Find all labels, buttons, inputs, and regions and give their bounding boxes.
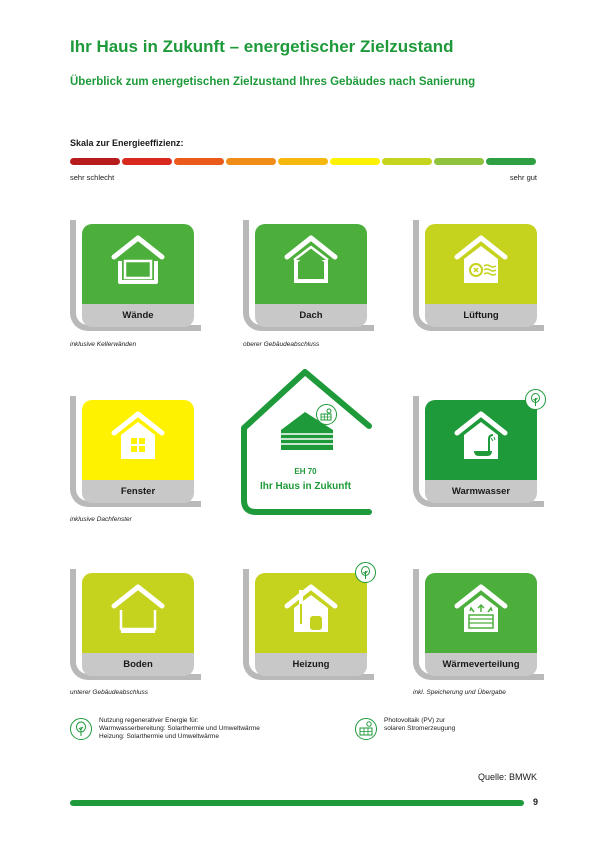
tile-note: unterer Gebäudeabschluss <box>70 689 149 696</box>
scale-low-label: sehr schlecht <box>70 173 115 182</box>
scale-high-label: sehr gut <box>509 173 537 182</box>
tile-label: Wände <box>82 304 194 327</box>
legend-renewable-text <box>99 717 260 741</box>
tile-lueftung <box>425 224 544 331</box>
house-shower-icon <box>452 409 510 465</box>
scale-segment <box>434 158 484 165</box>
page-title: Ihr Haus in Zukunft – energetischer Zielzustand <box>70 37 454 56</box>
efficiency-class-label: Ihr Haus in Zukunft <box>259 481 352 492</box>
tile-color-area <box>82 400 194 480</box>
scale-segment <box>174 158 224 165</box>
tile-note: inklusive Dachfenster <box>70 516 132 523</box>
tile-heizung <box>255 573 374 680</box>
efficiency-scale-bar <box>70 158 536 165</box>
house-roof-icon <box>282 233 340 289</box>
renewable-tree-badge-icon <box>525 389 546 410</box>
tile-note: oberer Gebäudeabschluss <box>243 341 320 348</box>
tile-color-area <box>425 573 537 653</box>
house-heating-icon <box>282 582 340 638</box>
tile-warmwasser <box>425 400 544 507</box>
solar-panel-legend-icon <box>355 718 377 740</box>
tile-note: inklusive Kellerwänden <box>70 341 137 348</box>
renewable-tree-badge-icon <box>355 562 376 583</box>
tile-label: Boden <box>82 653 194 676</box>
legend-pv-text <box>384 717 455 733</box>
house-radiator-icon <box>452 582 510 638</box>
tile-waermeverteilung <box>425 573 544 680</box>
tile-label: Fenster <box>82 480 194 503</box>
tile-label: Lüftung <box>425 304 537 327</box>
tile-color-area <box>82 224 194 304</box>
scale-segment <box>382 158 432 165</box>
scale-label: Skala zur Energieeffizienz: <box>70 138 184 148</box>
scale-segment <box>278 158 328 165</box>
tile-label: Dach <box>255 304 367 327</box>
page-number: 9 <box>532 797 538 807</box>
tile-color-area <box>255 573 367 653</box>
scale-segment <box>486 158 536 165</box>
tile-label: Warmwasser <box>425 480 537 503</box>
tile-color-area <box>82 573 194 653</box>
target-house-icon <box>238 368 373 516</box>
footer-bar <box>70 800 524 806</box>
efficiency-class-code: EH 70 <box>294 467 317 476</box>
tile-boden <box>82 573 201 680</box>
tile-note: inkl. Speicherung und Übergabe <box>413 689 506 696</box>
house-window-icon <box>109 409 167 465</box>
scale-segment <box>226 158 276 165</box>
house-walls-icon <box>109 233 167 289</box>
tile-label: Wärmeverteilung <box>425 653 537 676</box>
tile-waende <box>82 224 201 331</box>
legend-line: Photovoltaik (PV) zur solaren Stromerzeugung <box>384 717 456 732</box>
scale-segment <box>330 158 380 165</box>
solar-panel-badge-icon <box>316 404 337 425</box>
page-subtitle: Überblick zum energetischen Zielzustand Ihres Gebäudes nach Sanierung <box>70 76 476 88</box>
tile-label: Heizung <box>255 653 367 676</box>
house-floor-icon <box>109 582 167 638</box>
legend-line: Nutzung regenerativer Energie für: Warmwasserbereitung: Solarthermie und Umweltwärme Heizung: Solarthermie und Umweltwärme <box>99 717 260 740</box>
renewable-tree-legend-icon <box>70 718 92 740</box>
tile-color-area <box>255 224 367 304</box>
source-note: Quelle: BMWK <box>477 772 537 782</box>
tile-fenster <box>82 400 201 507</box>
tile-color-area <box>425 224 537 304</box>
scale-segment <box>122 158 172 165</box>
house-ventilation-icon <box>452 233 510 289</box>
scale-segment <box>70 158 120 165</box>
tile-color-area <box>425 400 537 480</box>
tile-dach <box>255 224 374 331</box>
